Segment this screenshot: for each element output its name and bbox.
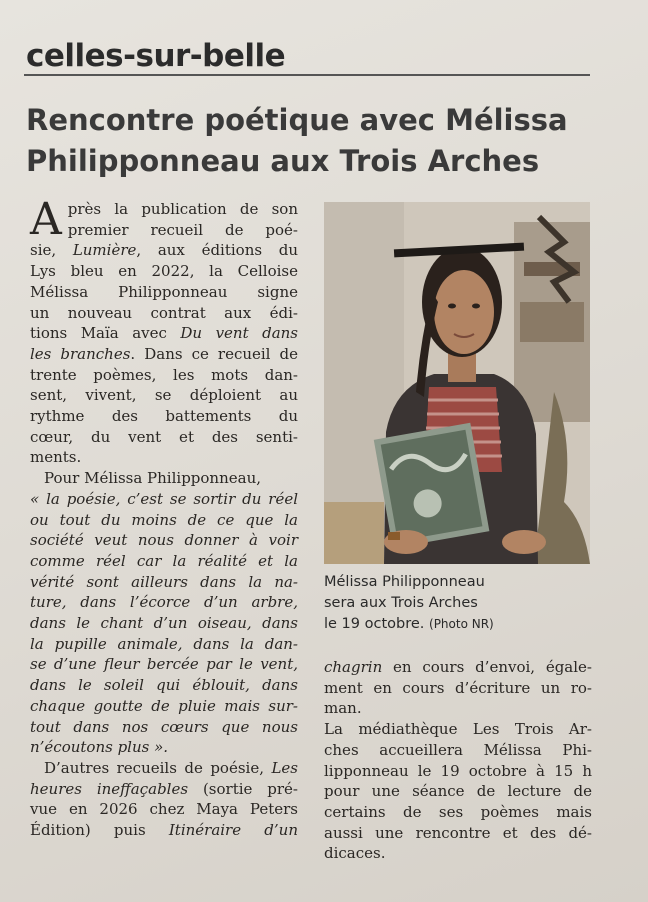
article-column-2 (324, 657, 592, 864)
photo-bracelet (388, 532, 400, 540)
text-line (30, 779, 298, 800)
text-line (30, 820, 298, 841)
photo-hand-right (502, 530, 546, 554)
text-fragment: D’autres recueils de poésie, (44, 758, 272, 777)
paragraph-1 (30, 194, 298, 468)
text-line: man. (324, 699, 362, 718)
quote-line: « la poésie, c’est se sortir du réel (30, 489, 298, 508)
article-column-1 (30, 194, 298, 841)
quote-line: chaque goutte de pluie mais sur- (30, 696, 298, 715)
quote-line: tout dans nos cœurs que nous (30, 717, 298, 736)
quote-line: société veut nous donner à voir (30, 531, 298, 550)
book-title-fragment: heures ineffaçables (30, 779, 189, 798)
text-line: vue en 2026 chez Maya Peters (30, 800, 298, 819)
section-rule (24, 74, 590, 76)
photo-eye-right (472, 304, 480, 309)
quote-line: la pupille animale, dans la dan- (30, 634, 298, 653)
text-fragment: Édition) puis (30, 821, 169, 840)
photo-books (520, 302, 584, 342)
quote-line: n’écoutons plus ». (30, 738, 169, 757)
text-fragment: sie, (30, 241, 73, 260)
photo-face (434, 270, 494, 354)
text-line: rythme des battements du (30, 407, 298, 426)
headline-line-2: Philipponneau aux Trois Arches (26, 144, 540, 178)
text-fragment: tions Maïa avec (30, 324, 181, 343)
text-line: près la publication de son (67, 200, 298, 218)
caption-line-2: sera aux Trois Arches (324, 595, 478, 611)
quote-line: vérité sont ailleurs dans la na- (30, 572, 298, 591)
text-line: Mélissa Philipponneau signe (30, 282, 298, 301)
quote-line: ture, dans l’écorce d’un arbre, (30, 593, 298, 612)
caption-line-3 (324, 614, 592, 635)
author-photo (324, 202, 590, 564)
photo-table (324, 502, 384, 564)
text-line: Lys bleu en 2022, la Celloise (30, 262, 298, 281)
text-line: lipponneau le 19 octobre à 15 h (324, 761, 592, 780)
text-line: Pour Mélissa Philipponneau, (44, 469, 262, 488)
paragraph-5 (324, 719, 592, 864)
article-headline (26, 100, 626, 182)
book-title-fragment: Les (271, 758, 298, 777)
book-title-fragment: les branches (30, 344, 131, 363)
text-line: certains de ses poèmes mais (324, 802, 592, 821)
quote-line: dans le soleil qui éblouit, dans (30, 676, 298, 695)
quote-line: se d’une fleur bercée par le vent, (30, 655, 298, 674)
section-title: celles-sur-belle (26, 38, 286, 74)
text-line: aussi une rencontre et des dé- (324, 823, 592, 842)
caption-line-1: Mélissa Philipponneau (324, 574, 485, 590)
text-fragment: en cours d’envoi, égale- (382, 658, 592, 676)
text-fragment: , aux éditions du (136, 241, 298, 260)
paragraph-4 (324, 657, 592, 719)
text-line: dicaces. (324, 844, 386, 863)
text-fragment: . Dans ce recueil de (130, 344, 298, 363)
text-line: un nouveau contrat aux édi- (30, 303, 298, 322)
text-line: La médiathèque Les Trois Ar- (324, 720, 592, 739)
photo-credit: (Photo NR) (429, 617, 494, 631)
book-title-lumiere: Lumière (72, 241, 137, 260)
paragraph-3 (30, 758, 298, 841)
book-title-fragment: Du vent dans (180, 324, 298, 343)
book-title-fragment: Itinéraire d’un (168, 821, 298, 840)
text-line: cœur, du vent et des senti- (30, 427, 298, 446)
text-line: premier recueil de poé- (67, 220, 298, 239)
text-line: pour une séance de lecture de (324, 782, 592, 801)
photo-eye-left (448, 304, 456, 309)
photo-book-held (374, 423, 490, 548)
headline-line-1: Rencontre poétique avec Mélissa (26, 103, 568, 137)
author-photo-illustration (324, 202, 590, 564)
text-line (30, 240, 298, 261)
quote-line: dans le chant d’un oiseau, dans (30, 614, 298, 633)
text-line: ment en cours d’écriture un ro- (324, 678, 592, 697)
book-title-fragment: chagrin (324, 658, 383, 676)
text-line: ments. (30, 448, 82, 467)
text-line: sent, vivent, se déploient au (30, 386, 298, 405)
text-fragment: (sortie pré- (188, 779, 298, 798)
drop-cap: A (30, 194, 62, 245)
paragraph-2 (30, 468, 298, 758)
quote-line: comme réel car la réalité et la (30, 551, 298, 570)
caption-text: le 19 octobre. (324, 616, 425, 632)
text-line: trente poèmes, les mots dan- (30, 365, 298, 384)
photo-caption (324, 572, 592, 635)
text-line: ches accueillera Mélissa Phi- (324, 740, 592, 759)
text-line (30, 344, 298, 365)
text-line (324, 657, 592, 678)
quote-line: ou tout du moins de ce que la (30, 510, 298, 529)
text-line (30, 758, 298, 779)
text-line (30, 323, 298, 344)
